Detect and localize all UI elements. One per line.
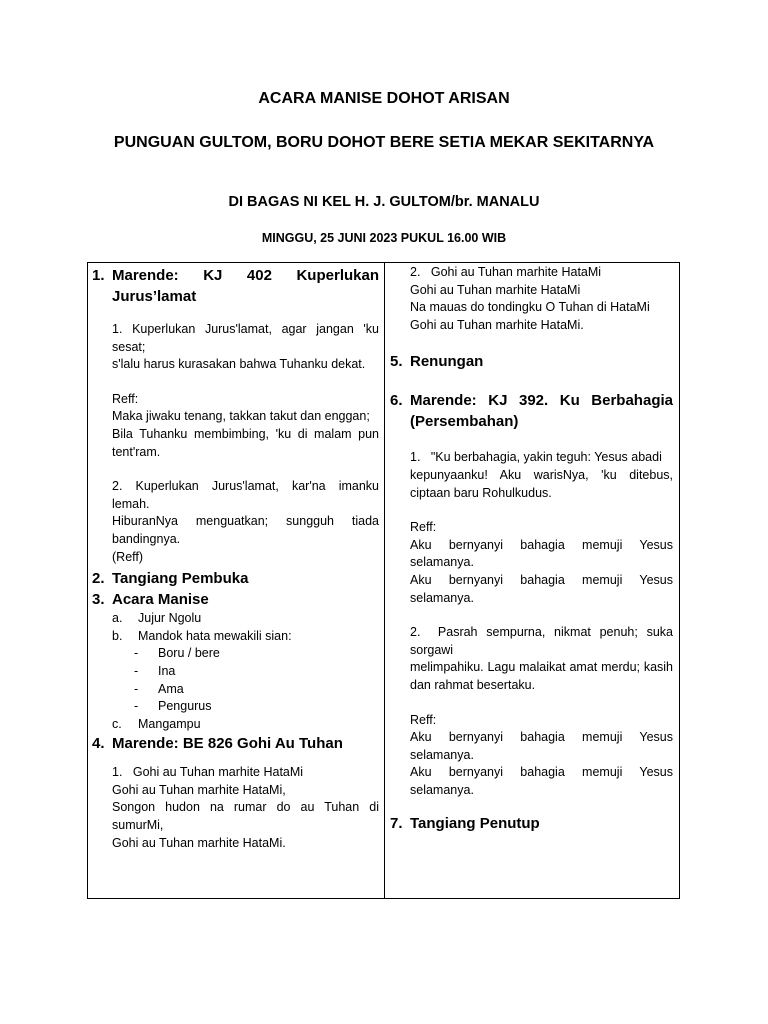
verse-line: 1. "Ku berbahagia, yakin teguh: Yesus abadi bbox=[410, 450, 662, 465]
agenda-right-column bbox=[385, 263, 679, 898]
verse-line: Aku bernyanyi bahagia memuji Yesus selamanya. bbox=[410, 730, 673, 762]
section-heading bbox=[390, 351, 673, 372]
verse-line: 2. Pasrah sempurna, nikmat penuh; suka sorgawi bbox=[410, 625, 677, 657]
reff-label: Reff: bbox=[112, 391, 139, 406]
list-item: - Pengurus bbox=[134, 699, 212, 714]
section-title bbox=[112, 265, 379, 307]
verse-line: Bila Tuhanku membimbing, 'ku di malam pun tent'ram. bbox=[112, 426, 379, 459]
section-title: Marende: BE 826 Gohi Au Tuhan bbox=[112, 735, 343, 753]
section-number: 3. bbox=[92, 591, 105, 609]
section-heading bbox=[92, 589, 379, 610]
document-title: ACARA MANISE DOHOT ARISAN bbox=[258, 90, 510, 107]
section-title: Tangiang Pembuka bbox=[112, 570, 249, 588]
agenda-table bbox=[87, 262, 680, 899]
verse-line: Aku bernyanyi bahagia memuji Yesus selamanya. bbox=[410, 572, 673, 605]
hymn-verse bbox=[92, 321, 379, 566]
section-heading bbox=[92, 568, 379, 589]
hymn-verse bbox=[390, 264, 673, 334]
list-item: - Ama bbox=[134, 681, 184, 696]
reff-label: Reff: bbox=[410, 520, 437, 535]
event-date: MINGGU, 25 JUNI 2023 PUKUL 16.00 WIB bbox=[261, 231, 507, 245]
section-title-line1: Marende: KJ 402 Kuperlukan bbox=[112, 267, 379, 284]
section-number: 6. bbox=[390, 392, 403, 410]
verse-line: 2. Kuperlukan Jurus'lamat, kar'na imanku lemah. bbox=[112, 479, 379, 511]
verse-line: Na mauas do tondingku O Tuhan di HataMi bbox=[410, 300, 650, 315]
section-number: 1. bbox=[92, 267, 105, 284]
list-item: - Ina bbox=[134, 663, 176, 678]
verse-line: Gohi au Tuhan marhite HataMi. bbox=[112, 835, 286, 850]
section-title: Acara Manise bbox=[112, 591, 209, 609]
verse-line: Aku bernyanyi bahagia memuji Yesus selamanya. bbox=[410, 765, 673, 797]
hymn-verse bbox=[92, 764, 379, 852]
verse-line: kepunyaanku! Aku warisNya, 'ku ditebus, ciptaan baru Rohulkudus. bbox=[410, 467, 673, 500]
verse-line: 2. Gohi au Tuhan marhite HataMi bbox=[410, 265, 602, 279]
verse-line: 1. Kuperlukan Jurus'lamat, agar jangan 'ku sesat; bbox=[112, 322, 379, 354]
hymn-verse bbox=[390, 449, 677, 799]
verse-line: Aku bernyanyi bahagia memuji Yesus selamanya. bbox=[410, 537, 673, 570]
section-title: Renungan bbox=[410, 353, 484, 371]
section-title-line2: Jurus’lamat bbox=[112, 288, 197, 305]
section-title: Tangiang Penutup bbox=[410, 815, 540, 833]
event-location: DI BAGAS NI KEL H. J. GULTOM/br. MANALU bbox=[228, 194, 540, 210]
section-heading bbox=[390, 813, 673, 834]
verse-line: s'lalu harus kurasakan bahwa Tuhanku dekat. bbox=[112, 357, 366, 372]
list-item: - Boru / bere bbox=[134, 646, 220, 661]
section-number: 7. bbox=[390, 815, 403, 833]
section-number: 2. bbox=[92, 570, 105, 588]
section-heading bbox=[92, 733, 379, 754]
verse-line: Gohi au Tuhan marhite HataMi bbox=[410, 282, 581, 297]
verse-line: (Reff) bbox=[112, 549, 144, 564]
section-heading bbox=[92, 265, 379, 307]
agenda-sublist bbox=[92, 610, 379, 733]
agenda-left-column bbox=[88, 263, 385, 898]
verse-line: Songon hudon na rumar do au Tuhan di sumurMi, bbox=[112, 800, 379, 833]
verse-line: 1. Gohi au Tuhan marhite HataMi bbox=[112, 765, 304, 780]
section-number: 5. bbox=[390, 353, 403, 371]
verse-line: Gohi au Tuhan marhite HataMi, bbox=[112, 782, 286, 797]
verse-line: Gohi au Tuhan marhite HataMi. bbox=[410, 317, 584, 332]
reff-label: Reff: bbox=[410, 712, 437, 727]
section-title: Marende: KJ 392. Ku Berbahagia (Persembahan) bbox=[410, 392, 673, 431]
list-item: c. Mangampu bbox=[112, 716, 201, 731]
verse-line: melimpahiku. Lagu malaikat amat merdu; kasih dan rahmat besertaku. bbox=[410, 660, 673, 692]
verse-line: HiburanNya menguatkan; sungguh tiada bandingnya. bbox=[112, 514, 379, 546]
section-number: 4. bbox=[92, 735, 105, 753]
document-subtitle: PUNGUAN GULTOM, BORU DOHOT BERE SETIA MEKAR SEKITARNYA bbox=[113, 134, 655, 151]
verse-line: Maka jiwaku tenang, takkan takut dan enggan; bbox=[112, 409, 370, 424]
representative-list bbox=[112, 645, 379, 715]
list-item: a. Jujur Ngolu bbox=[112, 611, 202, 626]
list-item: b. Mandok hata mewakili sian: bbox=[112, 628, 292, 643]
section-heading bbox=[390, 390, 673, 432]
